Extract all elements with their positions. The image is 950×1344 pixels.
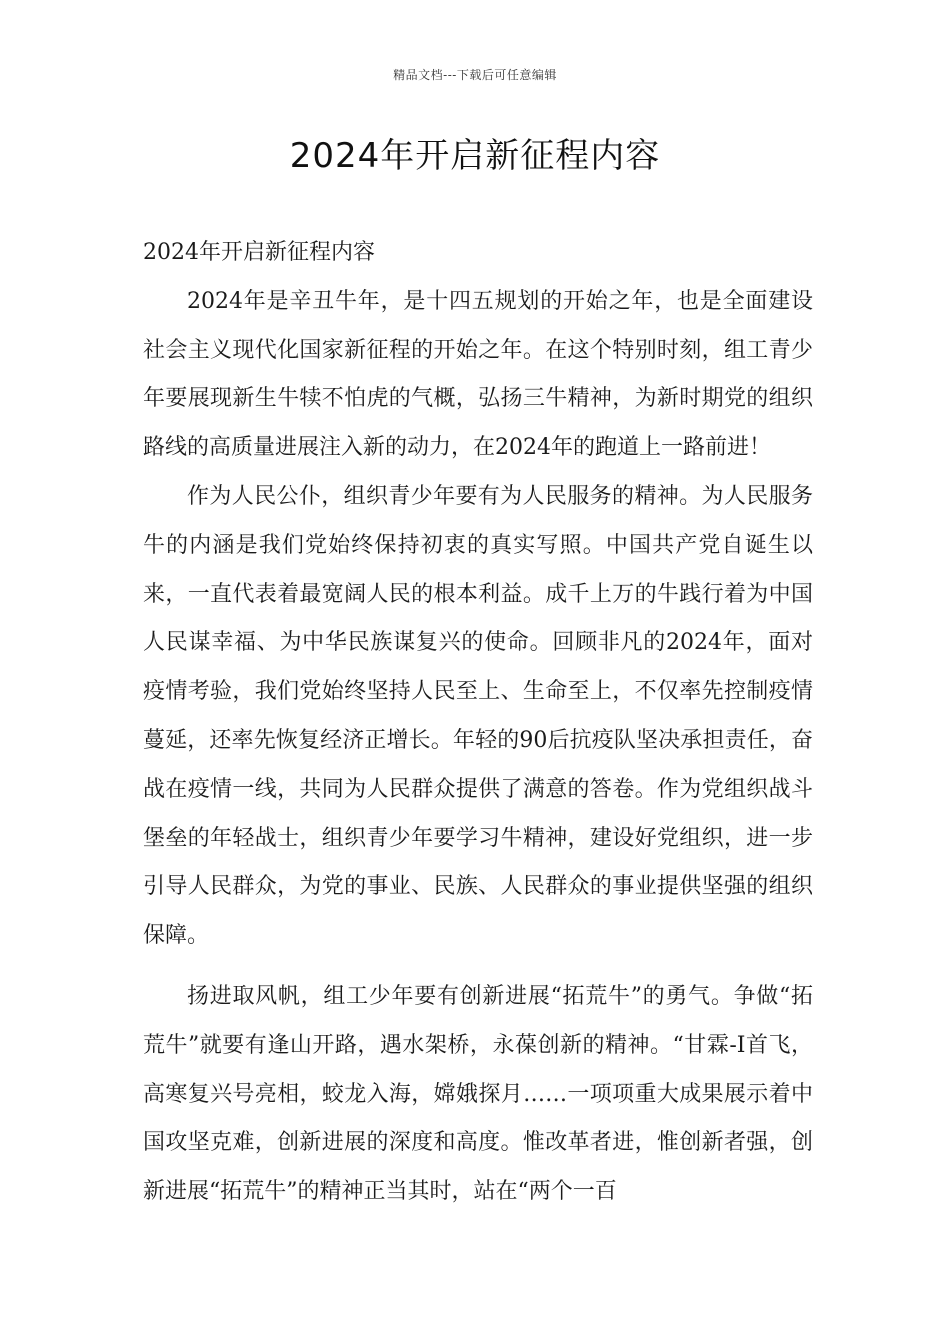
document-subtitle: 2024年开启新征程内容 xyxy=(143,240,375,265)
paragraph-1: 2024年是辛丑牛年，是十四五规划的开始之年，也是全面建设社会主义现代化国家新征程的开始之年。在这个特别时刻，组工青少年要展现新生牛犊不怕虎的气概，弘扬三牛精神，为新时期党的组织路线的高质量进展注入新的动力，在2024年的跑道上一路前进！ xyxy=(143,288,813,461)
page-header-note: 精品文档---下载后可任意编辑 xyxy=(393,68,557,82)
document-body xyxy=(143,229,813,1217)
paragraph-3: 扬进取风帆，组工少年要有创新进展“拓荒牛”的勇气。争做“拓荒牛”就要有逢山开路，遇水架桥，永葆创新的精神。“甘霖-I首飞，高寒复兴号亮相，蛟龙入海，嫦娥探月……一项项重大成果展示着中国攻坚克难，创新进展的深度和高度。惟改革者进，惟创新者强，创新进展“拓荒牛”的精神正当其时，站在“两个一百 xyxy=(143,983,813,1205)
paragraph-2: 作为人民公仆，组织青少年要有为人民服务的精神。为人民服务牛的内涵是我们党始终保持初衷的真实写照。中国共产党自诞生以来，一直代表着最宽阔人民的根本利益。成千上万的牛践行着为中国人民谋幸福、为中华民族谋复兴的使命。回顾非凡的2024年，面对疫情考验，我们党始终坚持人民至上、生命至上，不仅率先控制疫情蔓延，还率先恢复经济正增长。年轻的90后抗疫队坚决承担责任，奋战在疫情一线，共同为人民群众提供了满意的答卷。作为党组织战斗堡垒的年轻战士，组织青少年要学习牛精神，建设好党组织，进一步引导人民群众，为党的事业、民族、人民群众的事业提供坚强的组织保障。 xyxy=(143,483,813,949)
document-title: 2024年开启新征程内容 xyxy=(289,136,661,176)
